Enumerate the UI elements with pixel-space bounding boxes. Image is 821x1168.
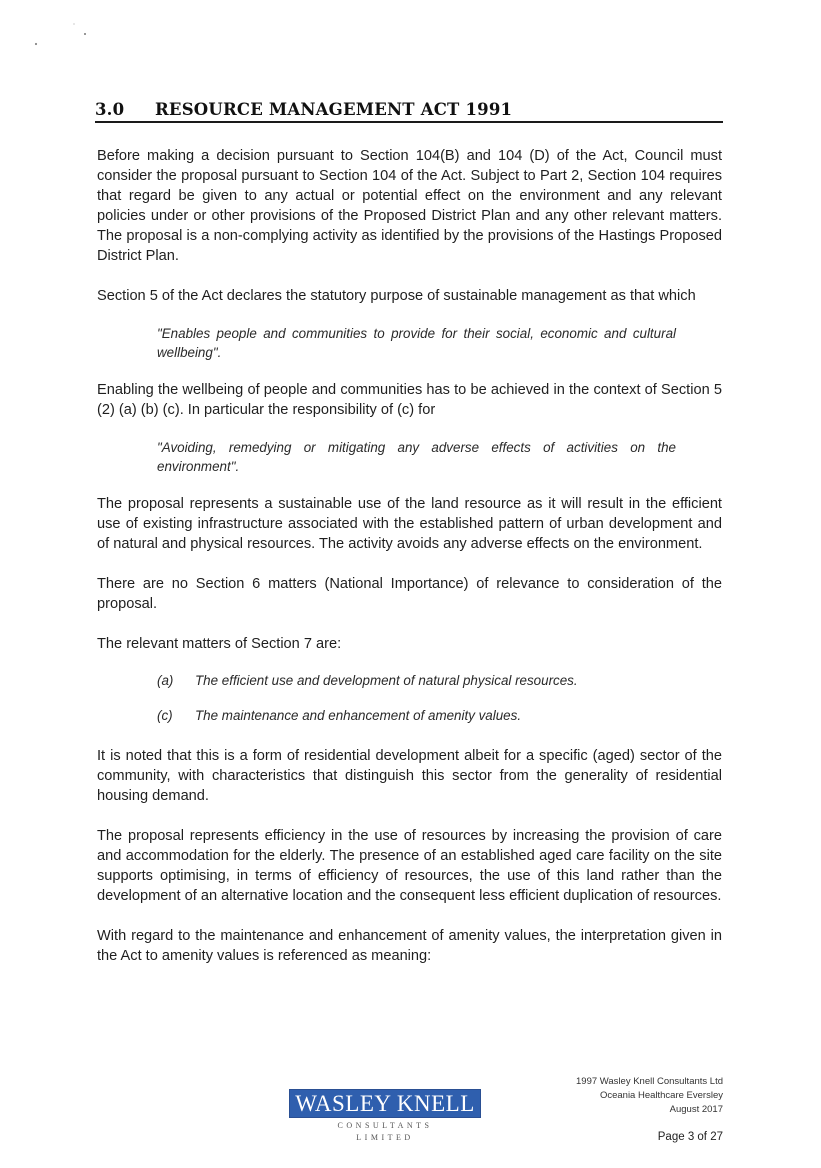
paragraph-efficiency: The proposal represents efficiency in the use of resources by increasing the provision of care and accommodation for the elderly. The presence of an established aged care facility on the site supports optimising, in terms of efficiency of resources, the use of this land rather than the development of an alternative location and the consequent less efficient duplication of resources. [97, 828, 722, 904]
list-item-text: The maintenance and enhancement of amenity values. [195, 708, 522, 723]
paragraph-sustainable-use: The proposal represents a sustainable use of the land resource as it will result in the efficient use of existing infrastructure associated with the established pattern of urban development and of natural and physical resources. The activity avoids any adverse effects on the environment. [97, 496, 722, 552]
paragraph-section-7-intro: The relevant matters of Section 7 are: [97, 636, 342, 652]
paragraph-section-5: Section 5 of the Act declares the statutory purpose of sustainable management as that which [97, 288, 696, 304]
quote-adverse-effects: "Avoiding, remedying or mitigating any adverse effects of activities on the environment". [157, 440, 676, 474]
section-heading [95, 100, 723, 123]
paragraph-amenity-values: With regard to the maintenance and enhancement of amenity values, the interpretation given in the Act to amenity values is referenced as meaning: [97, 928, 722, 964]
list-item-label: (a) [157, 673, 174, 688]
logo-name: WASLEY KNELL [295, 1091, 475, 1116]
paragraph-residential-development: It is noted that this is a form of residential development albeit for a specific (aged) sector of the community, with characteristics that distinguish this sector from the generality of residential housing demand. [97, 748, 722, 804]
footer-client: Oceania Healthcare Eversley [599, 1090, 723, 1101]
page-number: Page 3 of 27 [657, 1131, 723, 1143]
footer-copyright: 1997 Wasley Knell Consultants Ltd [576, 1076, 723, 1087]
list-item [157, 670, 722, 691]
footer-date: August 2017 [669, 1104, 723, 1115]
paragraph-section-104: Before making a decision pursuant to Section 104(B) and 104 (D) of the Act, Council must consider the proposal pursuant to Section 104 of the Act. Subject to Part 2, Section 104 requires that regard be given to any actual or potential effect on the environment and any relevant policies under or other provisions of the Proposed District Plan and any other relevant matters. The proposal is a non-complying activity as identified by the provisions of the Hastings Proposed District Plan. [97, 148, 722, 264]
logo-subtitle-consultants: CONSULTANTS [337, 1121, 433, 1130]
paragraph-enabling-wellbeing: Enabling the wellbeing of people and communities has to be achieved in the context of Section 5 (2) (a) (b) (c). In particular the responsibility of (c) for [97, 382, 722, 418]
quote-wellbeing: "Enables people and communities to provide for their social, economic and cultural wellbeing". [157, 326, 676, 360]
scan-artifact-marks [0, 0, 100, 60]
section-title: RESOURCE MANAGEMENT ACT 1991 [155, 100, 513, 119]
logo-banner [289, 1089, 481, 1118]
list-item [157, 705, 722, 726]
logo-subtitle-limited: LIMITED [356, 1133, 414, 1142]
company-logo [289, 1089, 481, 1142]
document-body [97, 146, 722, 986]
section-number: 3.0 [95, 100, 125, 119]
list-item-label: (c) [157, 708, 173, 723]
footer-info [576, 1075, 723, 1117]
paragraph-section-6: There are no Section 6 matters (National Importance) of relevance to consideration of the proposal. [97, 576, 722, 612]
list-item-text: The efficient use and development of natural physical resources. [195, 673, 578, 688]
